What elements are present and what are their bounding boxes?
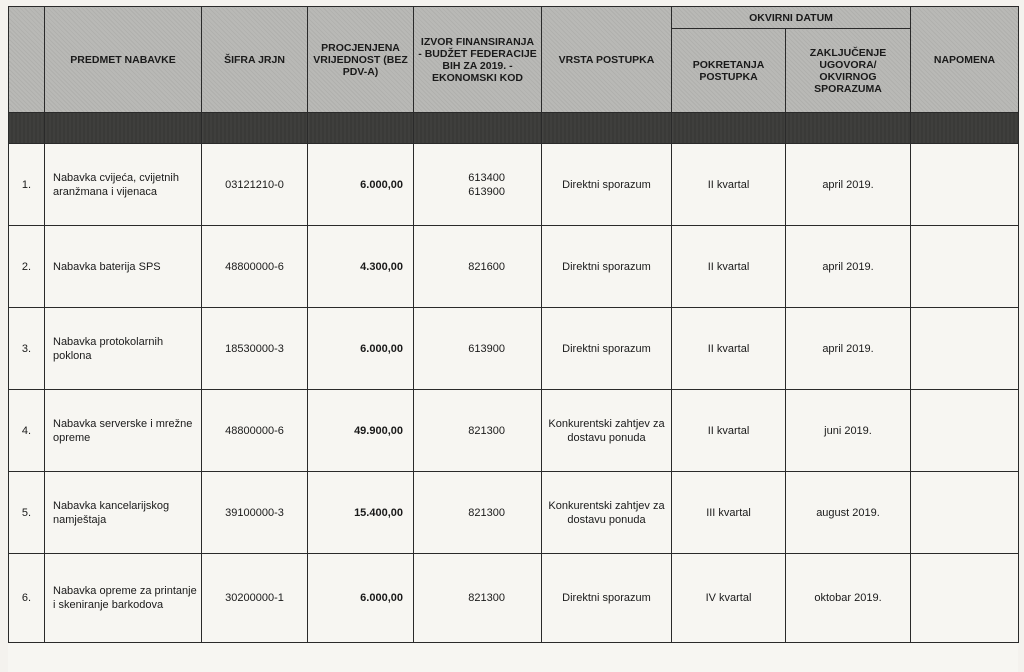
row-note	[911, 472, 1019, 554]
row-cpv-code: 03121210-0	[202, 144, 308, 226]
header-sifra: ŠIFRA JRJN	[202, 7, 308, 113]
row-number: 2.	[9, 226, 45, 308]
row-contract-date: juni 2019.	[786, 390, 911, 472]
row-economic-code: 821300	[414, 390, 542, 472]
table-row	[9, 226, 1019, 308]
row-start-quarter: II kvartal	[672, 390, 786, 472]
row-note	[911, 554, 1019, 643]
header-okvirni-datum: OKVIRNI DATUM	[672, 7, 911, 29]
row-procedure-type: Direktni sporazum	[542, 144, 672, 226]
row-procedure-type: Direktni sporazum	[542, 226, 672, 308]
row-economic-code: 613400 613900	[414, 144, 542, 226]
row-note	[911, 144, 1019, 226]
row-value: 6.000,00	[308, 144, 414, 226]
row-value: 6.000,00	[308, 308, 414, 390]
header-separator-band	[9, 113, 1019, 144]
row-value: 49.900,00	[308, 390, 414, 472]
row-procedure-type: Direktni sporazum	[542, 308, 672, 390]
row-contract-date: april 2019.	[786, 226, 911, 308]
row-subject: Nabavka serverske i mrežne opreme	[45, 390, 202, 472]
header-izvor: IZVOR FINANSIRANJA - BUDŽET FEDERACIJE BIH ZA 2019. - EKONOMSKI KOD	[414, 7, 542, 113]
row-subject: Nabavka opreme za printanje i skeniranje barkodova	[45, 554, 202, 643]
row-number: 3.	[9, 308, 45, 390]
header-vrijednost: PROCJENJENA VRIJEDNOST (BEZ PDV-A)	[308, 7, 414, 113]
row-start-quarter: II kvartal	[672, 308, 786, 390]
header-zakljucenje: ZAKLJUČENJE UGOVORA/ OKVIRNOG SPORAZUMA	[786, 29, 911, 113]
row-subject: Nabavka cvijeća, cvijetnih aranžmana i vijenaca	[45, 144, 202, 226]
row-value: 6.000,00	[308, 554, 414, 643]
row-economic-code: 613900	[414, 308, 542, 390]
row-number: 5.	[9, 472, 45, 554]
row-number: 4.	[9, 390, 45, 472]
row-contract-date: oktobar 2019.	[786, 554, 911, 643]
row-economic-code: 821600	[414, 226, 542, 308]
row-note	[911, 226, 1019, 308]
row-contract-date: august 2019.	[786, 472, 911, 554]
row-procedure-type: Konkurentski zahtjev za dostavu ponuda	[542, 472, 672, 554]
row-start-quarter: III kvartal	[672, 472, 786, 554]
row-start-quarter: II kvartal	[672, 226, 786, 308]
row-value: 4.300,00	[308, 226, 414, 308]
row-subject: Nabavka kancelarijskog namještaja	[45, 472, 202, 554]
row-note	[911, 308, 1019, 390]
row-number: 1.	[9, 144, 45, 226]
row-value: 15.400,00	[308, 472, 414, 554]
row-cpv-code: 18530000-3	[202, 308, 308, 390]
row-procedure-type: Direktni sporazum	[542, 554, 672, 643]
row-contract-date: april 2019.	[786, 144, 911, 226]
table-row	[9, 390, 1019, 472]
procurement-table	[8, 6, 1019, 643]
row-cpv-code: 48800000-6	[202, 390, 308, 472]
table-row	[9, 472, 1019, 554]
table-row	[9, 144, 1019, 226]
row-start-quarter: II kvartal	[672, 144, 786, 226]
row-cpv-code: 48800000-6	[202, 226, 308, 308]
header-napomena: NAPOMENA	[911, 7, 1019, 113]
row-number: 6.	[9, 554, 45, 643]
row-subject: Nabavka protokolarnih poklona	[45, 308, 202, 390]
row-start-quarter: IV kvartal	[672, 554, 786, 643]
row-cpv-code: 30200000-1	[202, 554, 308, 643]
row-contract-date: april 2019.	[786, 308, 911, 390]
row-procedure-type: Konkurentski zahtjev za dostavu ponuda	[542, 390, 672, 472]
row-note	[911, 390, 1019, 472]
row-cpv-code: 39100000-3	[202, 472, 308, 554]
row-economic-code: 821300	[414, 472, 542, 554]
header-predmet: PREDMET NABAVKE	[45, 7, 202, 113]
table-row	[9, 554, 1019, 643]
table-row	[9, 308, 1019, 390]
row-subject: Nabavka baterija SPS	[45, 226, 202, 308]
header-vrsta: VRSTA POSTUPKA	[542, 7, 672, 113]
procurement-plan-sheet	[8, 6, 1018, 672]
header-rb	[9, 7, 45, 113]
row-economic-code: 821300	[414, 554, 542, 643]
header-pokretanja: POKRETANJA POSTUPKA	[672, 29, 786, 113]
